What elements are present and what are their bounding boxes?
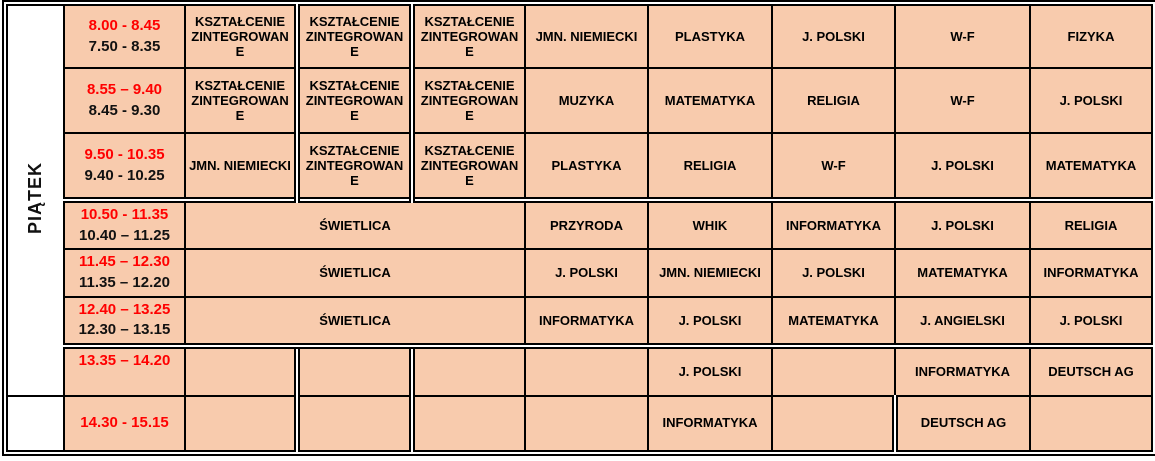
lesson-cell: W-F xyxy=(895,68,1030,133)
lesson-cell: KSZTAŁCENIE ZINTEGROWANE xyxy=(412,68,525,133)
lesson-cell: JMN. NIEMIECKI xyxy=(185,133,297,200)
time-new: 8.00 - 8.45 xyxy=(88,16,161,34)
lesson-cell: MATEMATYKA xyxy=(895,249,1030,296)
lesson-cell: KSZTAŁCENIE ZINTEGROWANE xyxy=(412,133,525,200)
lesson-cell: RELIGIA xyxy=(772,68,895,133)
lesson-cell: FIZYKA xyxy=(1030,5,1152,68)
empty-cell xyxy=(1030,396,1152,451)
swietlica-cell: ŚWIETLICA xyxy=(185,200,525,249)
lesson-cell: J. POLSKI xyxy=(525,249,648,296)
lesson-cell: KSZTAŁCENIE ZINTEGROWANE xyxy=(297,133,412,200)
lesson-cell: J. POLSKI xyxy=(772,249,895,296)
time-new: 9.50 - 10.35 xyxy=(84,145,165,163)
time-old: 10.40 – 11.25 xyxy=(79,226,170,244)
lesson-cell: INFORMATYKA xyxy=(525,297,648,346)
time-old: 9.40 - 10.25 xyxy=(84,166,165,184)
time-new: 8.55 – 9.40 xyxy=(86,80,163,98)
timetable-row xyxy=(7,249,1152,296)
lesson-cell: JMN. NIEMIECKI xyxy=(648,249,772,296)
empty-cell xyxy=(772,396,895,451)
time-new: 12.40 – 13.25 xyxy=(78,300,171,318)
time-old xyxy=(69,372,180,393)
lesson-cell: WHIK xyxy=(648,200,772,249)
empty-cell xyxy=(772,346,895,395)
time-cell xyxy=(64,346,185,395)
lesson-cell: W-F xyxy=(895,5,1030,68)
timetable-row xyxy=(7,68,1152,133)
timetable-row xyxy=(7,200,1152,249)
lesson-cell: INFORMATYKA xyxy=(648,396,772,451)
empty-cell xyxy=(297,396,412,451)
swietlica-cell: ŚWIETLICA xyxy=(185,249,525,296)
lesson-cell: J. POLSKI xyxy=(895,200,1030,249)
lesson-cell: J. POLSKI xyxy=(772,5,895,68)
time-old: 12.30 – 13.15 xyxy=(78,321,171,339)
lesson-cell: J. ANGIELSKI xyxy=(895,297,1030,346)
lesson-cell: KSZTAŁCENIE ZINTEGROWANE xyxy=(412,5,525,68)
lesson-cell: MUZYKA xyxy=(525,68,648,133)
timetable-row xyxy=(7,346,1152,395)
lesson-cell: KSZTAŁCENIE ZINTEGROWANE xyxy=(185,5,297,68)
empty-day-cell xyxy=(7,396,64,451)
time-cell xyxy=(64,249,185,296)
lesson-cell: DEUTSCH AG xyxy=(1030,346,1152,395)
timetable-row xyxy=(7,133,1152,200)
time-cell xyxy=(64,297,185,346)
empty-cell xyxy=(297,346,412,395)
swietlica-cell: ŚWIETLICA xyxy=(185,297,525,346)
lesson-cell: J. POLSKI xyxy=(648,346,772,395)
lesson-cell: KSZTAŁCENIE ZINTEGROWANE xyxy=(185,68,297,133)
lesson-cell: KSZTAŁCENIE ZINTEGROWANE xyxy=(297,5,412,68)
time-new: 13.35 – 14.20 xyxy=(78,352,171,370)
lesson-cell: W-F xyxy=(772,133,895,200)
empty-cell xyxy=(412,346,525,395)
day-label-cell xyxy=(7,5,64,396)
lesson-cell: J. POLSKI xyxy=(1030,297,1152,346)
lesson-cell: J. POLSKI xyxy=(1030,68,1152,133)
time-new: 11.45 – 12.30 xyxy=(79,253,170,271)
timetable-frame xyxy=(2,0,1155,456)
lesson-cell: PLASTYKA xyxy=(525,133,648,200)
time-new: 14.30 - 15.15 xyxy=(80,413,169,431)
time-cell xyxy=(64,5,185,68)
time-old: 8.45 - 9.30 xyxy=(88,101,161,119)
lesson-cell: MATEMATYKA xyxy=(1030,133,1152,200)
timetable-row xyxy=(7,396,1152,451)
time-cell xyxy=(64,133,185,200)
timetable-row xyxy=(7,5,1152,68)
day-label: PIĄTEK xyxy=(25,161,45,234)
empty-cell xyxy=(185,346,297,395)
lesson-cell: J. POLSKI xyxy=(895,133,1030,200)
lesson-cell: DEUTSCH AG xyxy=(895,396,1030,451)
lesson-cell: JMN. NIEMIECKI xyxy=(525,5,648,68)
lesson-cell: MATEMATYKA xyxy=(648,68,772,133)
lesson-cell: PLASTYKA xyxy=(648,5,772,68)
time-cell xyxy=(64,68,185,133)
empty-cell xyxy=(525,396,648,451)
lesson-cell: J. POLSKI xyxy=(648,297,772,346)
time-cell xyxy=(64,200,185,249)
lesson-cell: INFORMATYKA xyxy=(1030,249,1152,296)
time-old: 7.50 - 8.35 xyxy=(88,37,161,55)
lesson-cell: RELIGIA xyxy=(648,133,772,200)
timetable-table xyxy=(6,4,1153,452)
empty-cell xyxy=(412,396,525,451)
timetable-row xyxy=(7,297,1152,346)
lesson-cell: INFORMATYKA xyxy=(895,346,1030,395)
lesson-cell: KSZTAŁCENIE ZINTEGROWANE xyxy=(297,68,412,133)
empty-cell xyxy=(185,396,297,451)
lesson-cell: RELIGIA xyxy=(1030,200,1152,249)
time-cell xyxy=(64,396,185,451)
time-old: 11.35 – 12.20 xyxy=(79,274,170,292)
lesson-cell: PRZYRODA xyxy=(525,200,648,249)
lesson-cell: INFORMATYKA xyxy=(772,200,895,249)
empty-cell xyxy=(525,346,648,395)
time-new: 10.50 - 11.35 xyxy=(80,206,169,223)
lesson-cell: MATEMATYKA xyxy=(772,297,895,346)
